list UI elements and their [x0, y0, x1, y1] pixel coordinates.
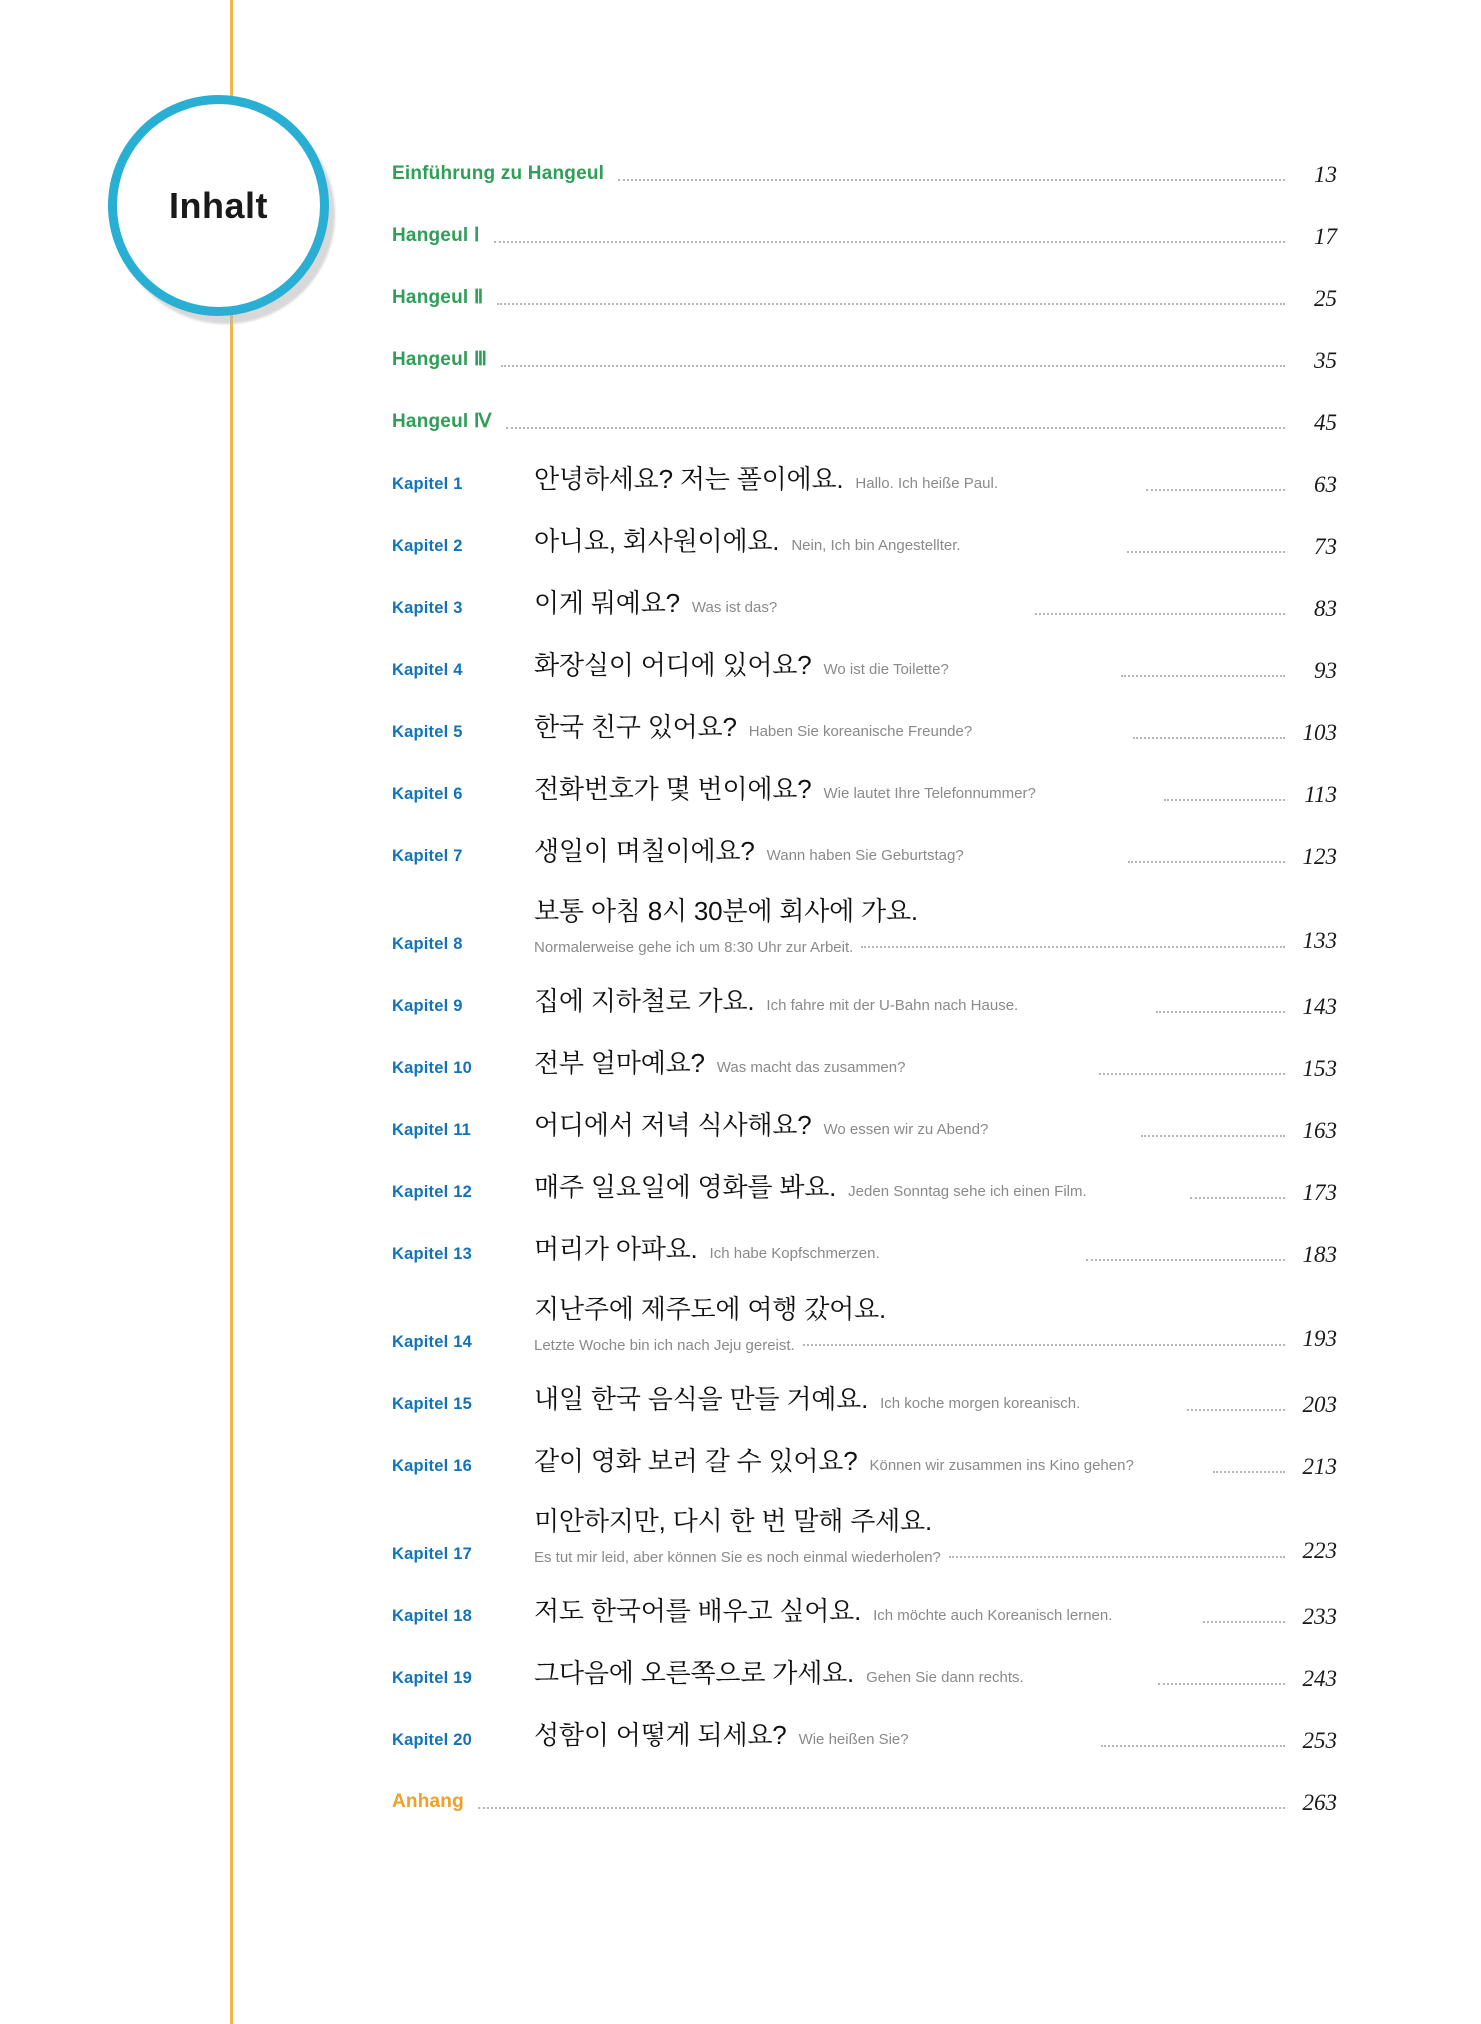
chapter-title — [534, 521, 1119, 562]
toc-chapter-row[interactable] — [392, 1146, 1337, 1208]
chapter-label: Kapitel 16 — [392, 1457, 472, 1475]
toc-chapter-row[interactable] — [392, 1482, 1337, 1570]
chapter-label: Kapitel 14 — [392, 1333, 472, 1351]
toc-page-number: 143 — [1302, 994, 1338, 1019]
toc-chapter-row[interactable] — [392, 1632, 1337, 1694]
chapter-title-korean: 지난주에 제주도에 여행 갔어요. — [534, 1294, 887, 1324]
chapter-title — [534, 1501, 1337, 1570]
toc-page-number: 123 — [1302, 844, 1338, 869]
toc-page-number: 253 — [1302, 1728, 1337, 1753]
toc-chapter-row[interactable] — [392, 562, 1337, 624]
chapter-title — [534, 1441, 1205, 1482]
chapter-title-german: Nein, Ich bin Angestellter. — [791, 537, 961, 554]
inhalt-badge — [108, 95, 343, 330]
toc-appendix-row[interactable] — [392, 1756, 1337, 1818]
toc-page-number: 183 — [1302, 1242, 1337, 1267]
chapter-title-german: Jeden Sonntag sehe ich einen Film. — [848, 1183, 1087, 1200]
chapter-label: Kapitel 9 — [392, 997, 463, 1015]
toc-chapter-row[interactable] — [392, 960, 1337, 1022]
chapter-title-german: Gehen Sie dann rechts. — [866, 1669, 1024, 1686]
chapter-title-german: Wo essen wir zu Abend? — [823, 1121, 989, 1138]
toc-section-label: Hangeul Ⅲ — [392, 349, 488, 370]
leader-dots — [1213, 1470, 1285, 1473]
leader-dots — [1086, 1258, 1285, 1261]
leader-dots — [1035, 612, 1285, 615]
leader-dots — [1099, 1072, 1285, 1075]
chapter-title — [534, 1379, 1179, 1420]
toc-chapter-row[interactable] — [392, 1694, 1337, 1756]
chapter-title-german: Können wir zusammen ins Kino gehen? — [869, 1457, 1134, 1474]
chapter-label: Kapitel 13 — [392, 1245, 472, 1263]
chapter-title-korean: 성함이 어떻게 되세요? — [534, 1720, 787, 1750]
toc-page-number: 93 — [1314, 658, 1338, 683]
chapter-title — [534, 1043, 1091, 1084]
chapter-title-korean: 같이 영화 보러 갈 수 있어요? — [534, 1446, 858, 1476]
chapter-title — [534, 1105, 1133, 1146]
chapter-title-german: Wie lautet Ihre Telefonnummer? — [823, 785, 1036, 802]
chapter-title-korean: 전화번호가 몇 번이에요? — [534, 774, 812, 804]
chapter-title-german: Was macht das zusammen? — [716, 1059, 906, 1076]
toc-chapter-row[interactable] — [392, 1084, 1337, 1146]
toc-page-number: 243 — [1302, 1666, 1337, 1691]
toc-page-number: 173 — [1302, 1180, 1337, 1205]
toc-page-number: 45 — [1314, 410, 1337, 435]
toc-chapter-row[interactable] — [392, 624, 1337, 686]
chapter-label: Kapitel 5 — [392, 723, 463, 741]
chapter-title-german: Ich habe Kopfschmerzen. — [709, 1245, 880, 1262]
toc-page-number: 203 — [1302, 1392, 1338, 1417]
chapter-title — [534, 1591, 1195, 1632]
chapter-label: Kapitel 7 — [392, 847, 463, 865]
leader-dots — [1128, 860, 1285, 863]
appendix-label: Anhang — [392, 1791, 464, 1812]
table-of-contents — [392, 128, 1337, 1818]
chapter-label: Kapitel 4 — [392, 661, 463, 679]
chapter-label: Kapitel 11 — [392, 1121, 472, 1139]
chapter-label: Kapitel 17 — [392, 1545, 472, 1563]
chapter-title-korean: 저도 한국어를 배우고 싶어요. — [534, 1596, 862, 1626]
chapter-title — [534, 1653, 1150, 1694]
chapter-title-german: Was ist das? — [691, 599, 778, 616]
chapter-label: Kapitel 18 — [392, 1607, 472, 1625]
chapter-label: Kapitel 8 — [392, 935, 463, 953]
toc-page-number: 113 — [1304, 782, 1337, 807]
page-title: Inhalt — [169, 184, 268, 226]
toc-page-number: 63 — [1314, 472, 1337, 497]
chapter-title-german: Wann haben Sie Geburtstag? — [766, 847, 964, 864]
toc-page-number: 25 — [1314, 286, 1337, 311]
leader-dots — [478, 1806, 1285, 1809]
chapter-title-korean: 내일 한국 음식을 만들 거예요. — [534, 1384, 869, 1414]
chapter-title-german: Letzte Woche bin ich nach Jeju gereist. — [534, 1337, 795, 1354]
chapter-title-korean: 어디에서 저녁 식사해요? — [534, 1110, 812, 1140]
chapter-title-german: Es tut mir leid, aber können Sie es noch einmal wiederholen? — [534, 1549, 941, 1566]
chapter-title-korean: 전부 얼마예요? — [534, 1048, 705, 1078]
toc-page-number: 83 — [1314, 596, 1337, 621]
chapter-title-korean: 이게 뭐예요? — [534, 588, 680, 618]
toc-chapter-row[interactable] — [392, 810, 1337, 872]
toc-section-row[interactable] — [392, 252, 1337, 314]
toc-page-number: 103 — [1302, 720, 1337, 745]
chapter-title-korean: 보통 아침 8시 30분에 회사에 가요. — [534, 896, 918, 926]
leader-dots — [1146, 488, 1286, 491]
chapter-label: Kapitel 10 — [392, 1059, 472, 1077]
leader-dots — [494, 240, 1285, 243]
leader-dots — [861, 945, 1285, 948]
toc-page-number: 13 — [1314, 162, 1337, 187]
chapter-title-korean: 아니요, 회사원이에요. — [534, 526, 780, 556]
chapter-title — [534, 891, 1337, 960]
leader-dots — [1190, 1196, 1285, 1199]
chapter-label: Kapitel 6 — [392, 785, 463, 803]
chapter-title-korean: 집에 지하철로 가요. — [534, 986, 755, 1016]
leader-dots — [1203, 1620, 1285, 1623]
toc-chapter-row[interactable] — [392, 872, 1337, 960]
toc-chapter-row[interactable] — [392, 686, 1337, 748]
toc-page-number: 193 — [1302, 1326, 1337, 1351]
toc-page-number: 163 — [1302, 1118, 1338, 1143]
leader-dots — [497, 302, 1285, 305]
toc-section-label: Hangeul Ⅳ — [392, 411, 492, 432]
chapter-title-korean: 화장실이 어디에 있어요? — [534, 650, 812, 680]
toc-section-label: Einführung zu Hangeul — [392, 163, 605, 184]
chapter-title-german: Wie heißen Sie? — [798, 1731, 909, 1748]
chapter-title-german: Haben Sie koreanische Freunde? — [748, 723, 973, 740]
leader-dots — [803, 1343, 1285, 1346]
toc-page-number: 35 — [1314, 348, 1337, 373]
chapter-label: Kapitel 20 — [392, 1731, 472, 1749]
toc-chapter-row[interactable] — [392, 1022, 1337, 1084]
toc-section-row[interactable] — [392, 376, 1337, 438]
chapter-title — [534, 769, 1156, 810]
toc-chapter-row[interactable] — [392, 438, 1337, 500]
leader-dots — [506, 426, 1285, 429]
leader-dots — [1101, 1744, 1285, 1747]
toc-section-label: Hangeul Ⅱ — [392, 287, 484, 308]
chapter-label: Kapitel 12 — [392, 1183, 472, 1201]
chapter-title — [534, 707, 1125, 748]
chapter-title — [534, 1167, 1182, 1208]
toc-section-label: Hangeul Ⅰ — [392, 225, 480, 246]
chapter-title-korean: 미안하지만, 다시 한 번 말해 주세요. — [534, 1506, 932, 1536]
chapter-label: Kapitel 19 — [392, 1669, 472, 1687]
chapter-title-german: Wo ist die Toilette? — [823, 661, 949, 678]
chapter-title — [534, 645, 1113, 686]
leader-dots — [1156, 1010, 1285, 1013]
chapter-title-german: Ich möchte auch Koreanisch lernen. — [873, 1607, 1113, 1624]
chapter-title-german: Hallo. Ich heiße Paul. — [855, 475, 998, 492]
toc-chapter-row[interactable] — [392, 1570, 1337, 1632]
chapter-title-korean: 매주 일요일에 영화를 봐요. — [534, 1172, 837, 1202]
chapter-title — [534, 1289, 1337, 1358]
leader-dots — [1164, 798, 1285, 801]
chapter-title-korean: 한국 친구 있어요? — [534, 712, 737, 742]
chapter-title-korean: 머리가 아파요. — [534, 1234, 698, 1264]
leader-dots — [1121, 674, 1285, 677]
chapter-title — [534, 459, 1138, 500]
leader-dots — [618, 178, 1285, 181]
toc-page-number: 17 — [1314, 224, 1337, 249]
chapter-title — [534, 1715, 1093, 1756]
leader-dots — [949, 1555, 1285, 1558]
toc-chapter-row[interactable] — [392, 1358, 1337, 1420]
chapter-title — [534, 981, 1148, 1022]
chapter-title-korean: 그다음에 오른쪽으로 가세요. — [534, 1658, 855, 1688]
toc-chapter-row[interactable] — [392, 1270, 1337, 1358]
leader-dots — [1127, 550, 1285, 553]
leader-dots — [1187, 1408, 1285, 1411]
toc-page-number: 223 — [1302, 1538, 1337, 1563]
chapter-title-german: Ich fahre mit der U-Bahn nach Hause. — [766, 997, 1019, 1014]
toc-page-number: 133 — [1302, 928, 1337, 953]
toc-page-number: 73 — [1314, 534, 1338, 559]
chapter-label: Kapitel 1 — [392, 475, 463, 493]
toc-section-row[interactable] — [392, 190, 1337, 252]
toc-page-number: 153 — [1302, 1056, 1337, 1081]
leader-dots — [501, 364, 1285, 367]
toc-page-number: 263 — [1302, 1790, 1337, 1815]
toc-chapter-row[interactable] — [392, 1420, 1337, 1482]
leader-dots — [1141, 1134, 1285, 1137]
chapter-title-german: Ich koche morgen koreanisch. — [880, 1395, 1081, 1412]
chapter-title — [534, 831, 1120, 872]
chapter-label: Kapitel 3 — [392, 599, 463, 617]
chapter-label: Kapitel 15 — [392, 1395, 472, 1413]
chapter-title-korean: 생일이 며칠이에요? — [534, 836, 755, 866]
leader-dots — [1133, 736, 1285, 739]
chapter-title — [534, 583, 1027, 624]
chapter-title-german: Normalerweise gehe ich um 8:30 Uhr zur Arbeit. — [534, 939, 854, 956]
toc-chapter-row[interactable] — [392, 500, 1337, 562]
toc-section-row[interactable] — [392, 128, 1337, 190]
chapter-label: Kapitel 2 — [392, 537, 463, 555]
toc-page-number: 233 — [1302, 1604, 1337, 1629]
badge-circle — [108, 95, 329, 316]
leader-dots — [1158, 1682, 1285, 1685]
chapter-title-korean: 안녕하세요? 저는 폴이에요. — [534, 464, 844, 494]
toc-section-row[interactable] — [392, 314, 1337, 376]
toc-chapter-row[interactable] — [392, 1208, 1337, 1270]
toc-page-number: 213 — [1302, 1454, 1338, 1479]
toc-chapter-row[interactable] — [392, 748, 1337, 810]
chapter-title — [534, 1229, 1078, 1270]
